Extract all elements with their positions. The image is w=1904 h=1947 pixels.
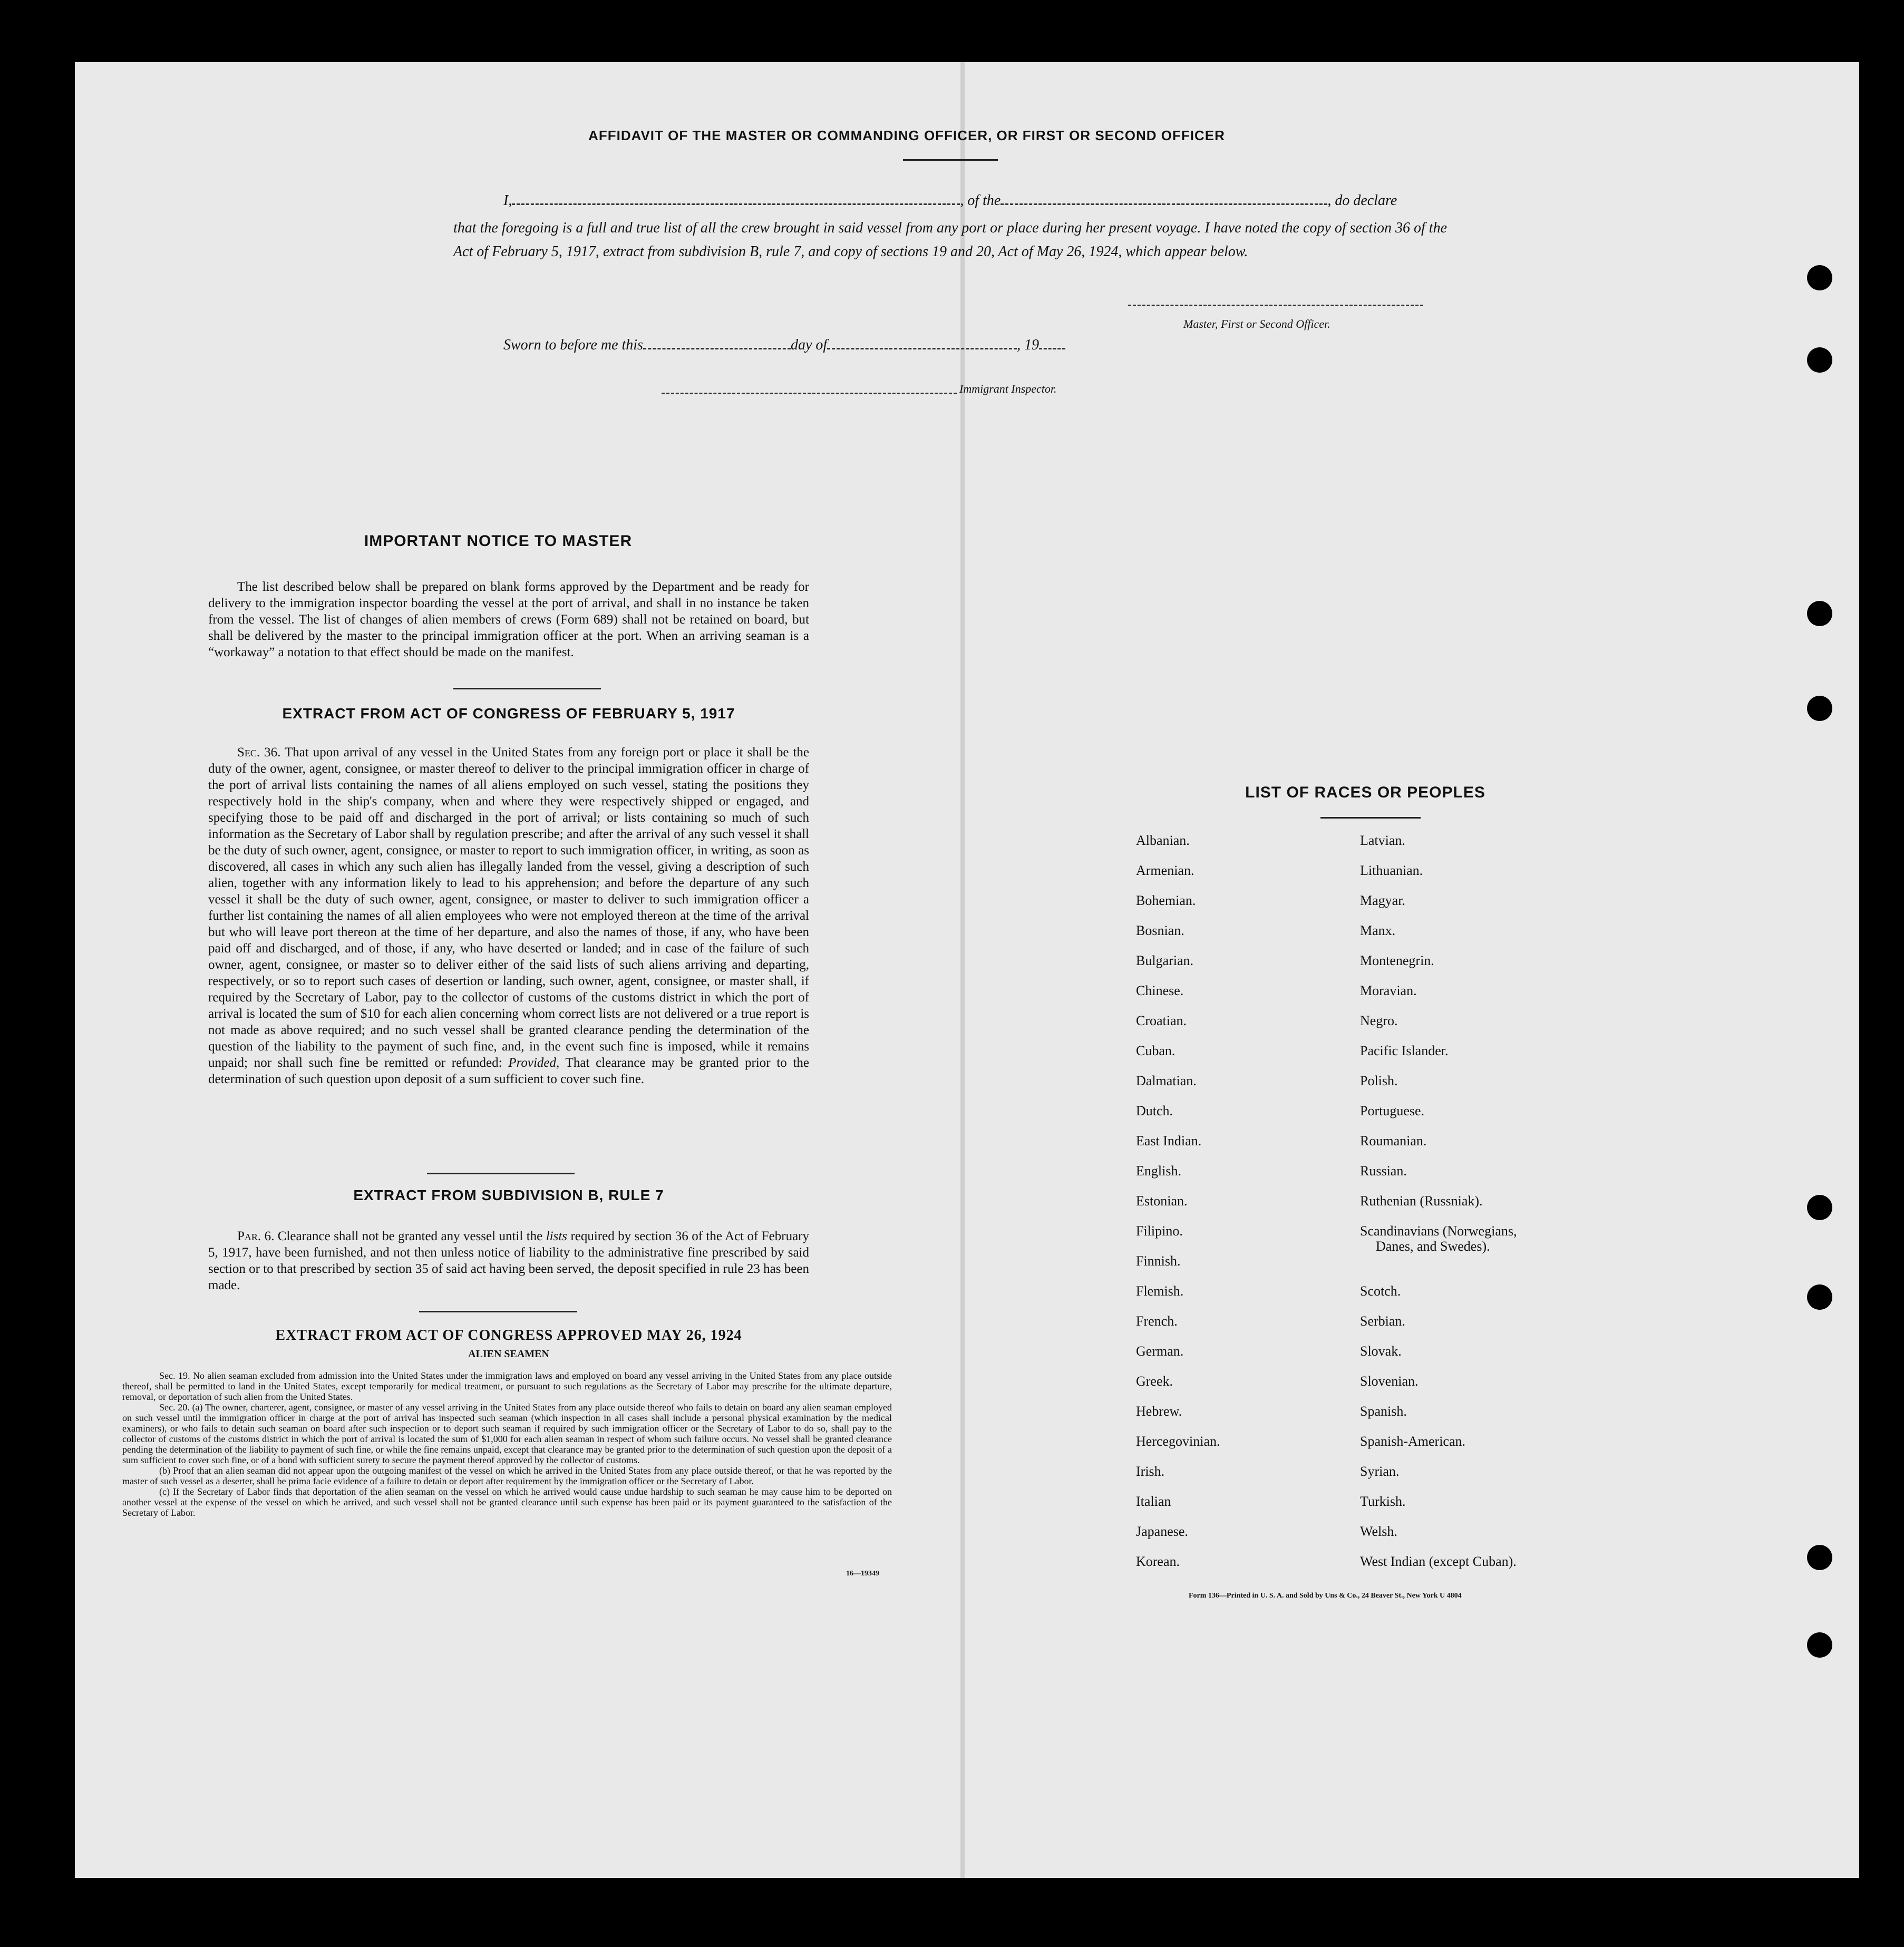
extract-1924-title: EXTRACT FROM ACT OF CONGRESS APPROVED MAY 26, 1924 — [275, 1327, 742, 1344]
extract-1917-body: Sec. 36. That upon arrival of any vessel in the United States from any foreign port or place it shall be the duty of the owner, agent, consignee, or master thereof to deliver to the principal immigration officer in charge of the port of arrival lists containing the names of all aliens employed on such vessel, stating the positions they respectively hold in the ship's company, when and where they were respectively shipped or engaged, and specifying those to be paid off and discharged in the port of arrival; or lists containing so much of such information as the Secretary of Labor shall by regulation prescribe; and after the arrival of any such vessel it shall be the duty of such owner, agent, consignee, or master to report to such immigration officer, in writing, as soon as discovered, all cases in which any such alien has illegally landed from the vessel, giving a description of such alien, together with any information likely to lead to his apprehension; and before the departure of any such vessel it shall be the duty of such owner, agent, consignee, or master to deliver to such immigration officer a further list containing the names of all alien employees who were not employed thereon at the time of the arrival but who will leave port thereon at the time of her departure, and also the names of those, if any, who have been paid off and discharged, and of those, if any, who have deserted or landed; and in case of the failure of such owner, agent, consignee, or master so to deliver either of the said lists of such aliens arriving and departing, respectively, or so to report such cases of desertion or landing, such owner, agent, consignee, or master shall, if required by the Secretary of Labor, pay to the collector of customs of the customs district in which the port of arrival is located the sum of $10 for each alien concerning whom correct lists are not delivered or a true report is not made as above required; and no such vessel shall be granted clearance pending the determination of the question of the liability to the payment of such fine, and, in the event such fine is imposed, while it remains unpaid; nor shall such fine be remitted or refunded: Provided, That clearance may be granted prior to the determination of such question upon deposit of a sum sufficient to cover such fine. — [208, 745, 809, 1086]
race-item: German. — [1136, 1344, 1184, 1359]
race-item: Italian — [1136, 1494, 1171, 1509]
race-item: Pacific Islander. — [1360, 1043, 1449, 1058]
affidavit-line-i: I, — [503, 192, 512, 209]
race-item: East Indian. — [1136, 1133, 1202, 1148]
race-item: Flemish. — [1136, 1283, 1184, 1299]
punch-hole — [1807, 265, 1832, 290]
sec20a-text: Sec. 20. (a) The owner, charterer, agent, consignee, or master of any vessel arriving in the United States from any place outside thereof who fails to detain on board any alien seaman employed on such vessel until the immigration officer in charge at the port of arrival has inspected such seaman (which inspection in all cases shall include a personal physical examination by the medical examiners), or who fails to detain such seaman on board after such inspection or to deport such seaman if required by such immigration officer or the Secretary of Labor to do so, shall pay to the collector of customs of the customs district in which the port of arrival is located the sum of $1,000 for each alien seaman in respect of whom such failure occurs. No vessel shall be granted clearance pending the determination of the liability to payment of such fine, or while the fine remains unpaid, except that clearance may be granted prior to the determination of such question upon the deposit of a sum sufficient to cover such fine, or of a bond with sufficient surety to secure the payment thereof approved by the collector of customs. — [122, 1402, 892, 1465]
race-item: Lithuanian. — [1360, 863, 1423, 878]
officer-signature-blank[interactable] — [1128, 305, 1423, 306]
rule7-title: EXTRACT FROM SUBDIVISION B, RULE 7 — [353, 1187, 664, 1203]
name-blank[interactable] — [512, 191, 960, 205]
affidavit-body: that the foregoing is a full and true list of all the crew brought in said vessel from any port or place during her present voyage. I have noted the copy of section 36 of the Act of February 5, 1917, extract from subdivision B, rule 7, and copy of sections 19 and 20, Act of May 26, 1924, which appear below. — [453, 220, 1447, 260]
race-item: Portuguese. — [1360, 1103, 1425, 1118]
punch-hole — [1807, 1195, 1832, 1220]
race-item: English. — [1136, 1163, 1181, 1179]
races-title: LIST OF RACES OR PEOPLES — [1245, 784, 1485, 801]
race-item: Spanish-American. — [1360, 1434, 1466, 1449]
race-item: Bohemian. — [1136, 893, 1196, 908]
form-code: 16—19349 — [846, 1570, 879, 1578]
race-item: Turkish. — [1360, 1494, 1406, 1509]
divider — [453, 688, 601, 689]
affidavit-declaration-line — [503, 191, 1447, 209]
sworn-year: , 19 — [1017, 337, 1040, 353]
notice-body: The list described below shall be prepared on blank forms approved by the Department and be ready for delivery to the immigration inspector boarding the vessel at the port of arrival, and shall in no instance be taken from the vessel. The list of changes of alien members of crews (Form 689) shall not be retained on board, but shall be delivered by the master to the principal immigration officer at the port. When an arriving seaman is a “workaway” a notation to that effect should be made on the manifest. — [208, 580, 809, 659]
extract-1924-body — [122, 1370, 892, 1518]
sworn-text: Sworn to before me this — [503, 337, 643, 353]
punch-hole — [1807, 601, 1832, 626]
race-item: Manx. — [1360, 923, 1396, 938]
race-item: West Indian (except Cuban). — [1360, 1554, 1517, 1569]
punch-hole — [1807, 1284, 1832, 1310]
race-item: Chinese. — [1136, 983, 1184, 998]
month-blank[interactable] — [827, 335, 1017, 349]
sworn-day-of: day of — [790, 337, 828, 353]
year-blank[interactable] — [1039, 335, 1065, 349]
divider — [419, 1311, 577, 1312]
inspector-label: Immigrant Inspector. — [959, 382, 1057, 395]
notice-title: IMPORTANT NOTICE TO MASTER — [364, 532, 633, 550]
punch-hole — [1807, 347, 1832, 373]
rule7-body: Par. 6. Clearance shall not be granted any vessel until the lists required by section 36 of the Act of February 5, 1917, have been furnished, and not then unless notice of liability to the administrative fine prescribed by said section or to that prescribed by section 35 of said act having been served, the deposit specified in rule 23 has been made. — [208, 1229, 810, 1292]
punch-hole — [1807, 696, 1832, 721]
race-item: Cuban. — [1136, 1043, 1176, 1058]
race-item: Hebrew. — [1136, 1404, 1182, 1419]
race-item: Dutch. — [1136, 1103, 1173, 1118]
sec20b-text: (b) Proof that an alien seaman did not appear upon the outgoing manifest of the vessel on which he arrived in the United States from any place outside thereof, or that he was reported by the master of such vessel as a deserter, shall be prima facie evidence of a failure to detain or deport after requirement by the immigration officer or the Secretary of Labor. — [122, 1465, 892, 1486]
officer-label: Master, First or Second Officer. — [1183, 317, 1330, 330]
race-item: Armenian. — [1136, 863, 1194, 878]
race-item: Finnish. — [1136, 1253, 1181, 1269]
race-item: Danes, and Swedes). — [1376, 1239, 1490, 1254]
inspector-signature-blank[interactable] — [662, 393, 957, 394]
sec36-label: Sec. 36. — [237, 745, 281, 760]
vessel-blank[interactable] — [1000, 191, 1327, 205]
affidavit-title: AFFIDAVIT OF THE MASTER OR COMMANDING OFFICER, OR FIRST OR SECOND OFFICER — [588, 128, 1225, 143]
race-item: Bulgarian. — [1136, 953, 1194, 968]
race-item: Moravian. — [1360, 983, 1417, 998]
race-item: Albanian. — [1136, 833, 1190, 848]
race-item: Slovenian. — [1360, 1374, 1419, 1389]
divider — [903, 159, 998, 161]
sec19-text: Sec. 19. No alien seaman excluded from admission into the United States under the immigration laws and employed on board any vessel arriving in the United States from any place outside thereof, shall be permitted to land in the United States, except temporarily for medical treatment, or pursuant to such regulations as the Secretary of Labor may prescribe for the ultimate departure, removal, or deportation of such alien from the United States. — [122, 1370, 892, 1402]
race-item: Latvian. — [1360, 833, 1405, 848]
printer-footer: Form 136—Printed in U. S. A. and Sold by Uns & Co., 24 Beaver St., New York U 4804 — [1189, 1592, 1462, 1600]
punch-hole — [1807, 1632, 1832, 1658]
sec20c-text: (c) If the Secretary of Labor finds that deportation of the alien seaman on the vessel on which he arrived would cause undue hardship to such seaman he may cause him to be deported on another vessel at the expense of the vessel on which he arrived, and such vessel shall not be granted clearance until such expense has been paid or its payment guaranteed to the satisfaction of the Secretary of Labor. — [122, 1486, 892, 1518]
race-item: Magyar. — [1360, 893, 1405, 908]
race-item: Croatian. — [1136, 1013, 1187, 1028]
sworn-line — [503, 335, 1189, 354]
race-item: Welsh. — [1360, 1524, 1397, 1539]
race-item: Montenegrin. — [1360, 953, 1434, 968]
alien-seamen-subtitle: ALIEN SEAMEN — [468, 1348, 549, 1360]
day-blank[interactable] — [643, 335, 791, 349]
race-item: Scotch. — [1360, 1283, 1401, 1299]
race-item: Estonian. — [1136, 1193, 1188, 1209]
divider — [1320, 817, 1421, 819]
race-item: Filipino. — [1136, 1223, 1183, 1239]
punch-hole — [1807, 1545, 1832, 1570]
affidavit-line-declare: , do declare — [1327, 192, 1397, 209]
race-item: Bosnian. — [1136, 923, 1184, 938]
affidavit-line-of-the: , of the — [960, 192, 1001, 209]
race-item: Scandinavians (Norwegians, — [1360, 1223, 1517, 1239]
race-item: Irish. — [1136, 1464, 1165, 1479]
race-item: Russian. — [1360, 1163, 1407, 1179]
page-fold — [960, 62, 965, 1878]
race-item: Polish. — [1360, 1073, 1398, 1088]
race-item: Serbian. — [1360, 1313, 1405, 1329]
extract-1917-title: EXTRACT FROM ACT OF CONGRESS OF FEBRUARY 5, 1917 — [282, 705, 735, 722]
race-item: Hercegovinian. — [1136, 1434, 1220, 1449]
race-item: Dalmatian. — [1136, 1073, 1197, 1088]
race-item: Spanish. — [1360, 1404, 1407, 1419]
race-item: Greek. — [1136, 1374, 1173, 1389]
race-item: Negro. — [1360, 1013, 1398, 1028]
race-item: French. — [1136, 1313, 1178, 1329]
divider — [427, 1173, 575, 1174]
race-item: Ruthenian (Russniak). — [1360, 1193, 1483, 1209]
race-item: Japanese. — [1136, 1524, 1188, 1539]
race-item: Korean. — [1136, 1554, 1180, 1569]
race-item: Syrian. — [1360, 1464, 1400, 1479]
race-item: Slovak. — [1360, 1344, 1402, 1359]
race-item: Roumanian. — [1360, 1133, 1427, 1148]
